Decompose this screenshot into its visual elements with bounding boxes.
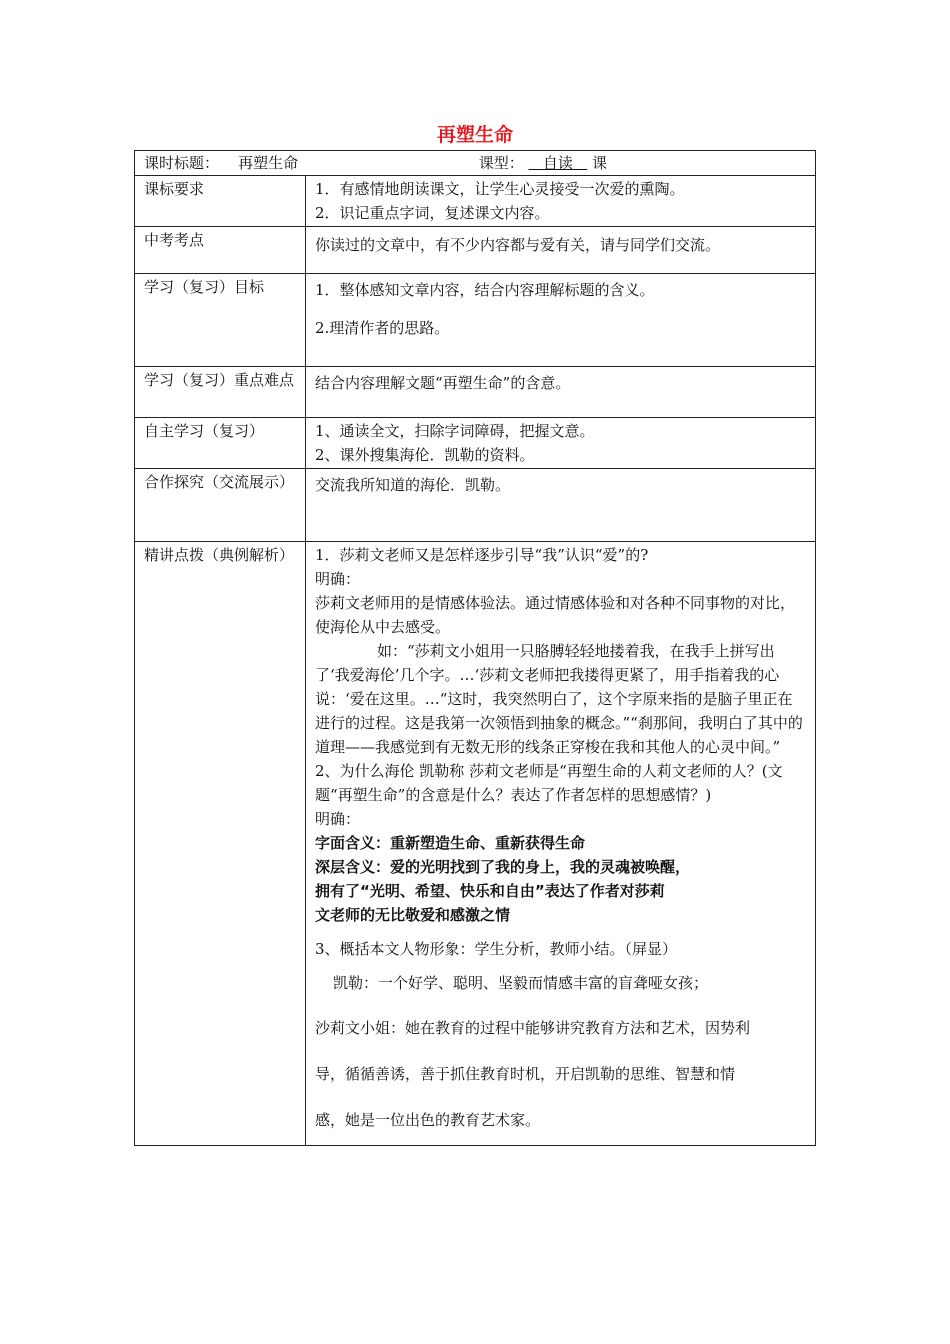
lesson-type-label: 课型：: [478, 154, 524, 172]
answer-2-line-3: 拥有了“光明、希望、快乐和自由”表达了作者对莎莉: [315, 882, 665, 900]
row-self-study: [135, 418, 816, 469]
row-content: [306, 176, 816, 227]
header-row: [135, 151, 816, 176]
document-title: 再塑生命: [436, 124, 513, 146]
content-line: 交流我所知道的海伦．凯勒。: [315, 476, 511, 494]
answer-3-sullivan-2: 导，循循善诱，善于抓住教育时机，开启凯勒的思维、智慧和情: [315, 1065, 736, 1083]
answer-3-sullivan-1: 沙莉文小姐：她在教育的过程中能够讲究教育方法和艺术，因势利: [315, 1019, 751, 1037]
lesson-plan-table: [134, 150, 816, 1146]
header-cell: [135, 151, 816, 176]
content-line: 你读过的文章中，有不少内容都与爱有关，请与同学们交流。: [315, 236, 721, 254]
row-label: 精讲点拨（典例解析）: [135, 542, 306, 1146]
row-curriculum-requirements: [135, 176, 816, 227]
answer-label: 明确：: [315, 570, 361, 588]
row-key-difficulties: [135, 367, 816, 418]
content-line: 2、课外搜集海伦．凯勒的资料。: [315, 446, 535, 464]
answer-1: 莎莉文老师用的是情感体验法。通过情感体验和对各种不同事物的对比，使海伦从中去感受。: [315, 594, 796, 636]
question-2: 2、为什么海伦 凯勒称 莎莉文老师是“再塑生命的人莉文老师的人？(文题“再塑生命”的含意是什么？表达了作者怎样的思想感情？): [315, 762, 783, 804]
row-learning-goals: [135, 274, 816, 367]
row-content: [306, 418, 816, 469]
answer-2-line-4: 文老师的无比敬爱和感激之情: [315, 906, 511, 924]
lesson-title-value: 再塑生命: [238, 154, 299, 172]
lesson-title-label: 课时标题：: [144, 154, 220, 172]
row-content: [306, 469, 816, 542]
row-label: 合作探究（交流展示）: [135, 469, 306, 542]
content-line: 2．识记重点字词，复述课文内容。: [315, 204, 550, 222]
answer-label: 明确：: [315, 810, 361, 828]
lesson-title-group: [144, 152, 474, 174]
row-content: [306, 274, 816, 367]
lesson-type-suffix: 课: [592, 154, 608, 172]
answer-2-line-1: 字面含义：重新塑造生命、重新获得生命: [315, 834, 586, 852]
row-label: 学习（复习）重点难点: [135, 367, 306, 418]
row-label: 自主学习（复习）: [135, 418, 306, 469]
answer-2-line-2: 深层含义：爱的光明找到了我的身上，我的灵魂被唤醒，: [315, 858, 691, 876]
content-line: 1．整体感知文章内容，结合内容理解标题的含义。: [315, 281, 655, 299]
answer-1-example: 如：“莎莉文小姐用一只胳膊轻轻地搂着我，在我手上拼写出了‘我爱海伦’几个字。…‘莎莉文老师把我搂得更紧了，用手指着我的心说：‘爱在这里。…“这时，我突然明白了，这个字原来指的是脑子里正在进行的过程。这是我第一次领悟到抽象的概念。”“刹那间，我明白了其中的道理——我感觉到有无数无形的线条正穿梭在我和其他人的心灵中间。”: [315, 642, 803, 756]
question-3: 3、概括本文人物形象：学生分析，教师小结。（屏显）: [315, 940, 678, 958]
content-line: 1、通读全文，扫除字词障碍，把握文意。: [315, 422, 595, 440]
content-line: 2.理清作者的思路。: [315, 319, 450, 337]
row-label: 中考考点: [135, 227, 306, 274]
answer-3-keller: 凯勒：一个好学、聪明、坚毅而情感丰富的盲聋哑女孩；: [333, 974, 709, 992]
row-label: 学习（复习）目标: [135, 274, 306, 367]
row-content: [306, 542, 816, 1146]
row-exam-points: [135, 227, 816, 274]
row-content: [306, 367, 816, 418]
content-line: 结合内容理解文题“再塑生命”的含意。: [315, 374, 571, 392]
row-key-explanation: [135, 542, 816, 1146]
question-1: 1．莎莉文老师又是怎样逐步引导“我”认识“爱”的?: [315, 546, 649, 564]
answer-3-sullivan-3: 感，她是一位出色的教育艺术家。: [315, 1111, 541, 1129]
row-label: 课标要求: [135, 176, 306, 227]
row-content: [306, 227, 816, 274]
row-cooperative-inquiry: [135, 469, 816, 542]
lesson-type-value: 自读: [542, 154, 573, 172]
content-line: 1．有感情地朗读课文，让学生心灵接受一次爱的熏陶。: [315, 180, 685, 198]
